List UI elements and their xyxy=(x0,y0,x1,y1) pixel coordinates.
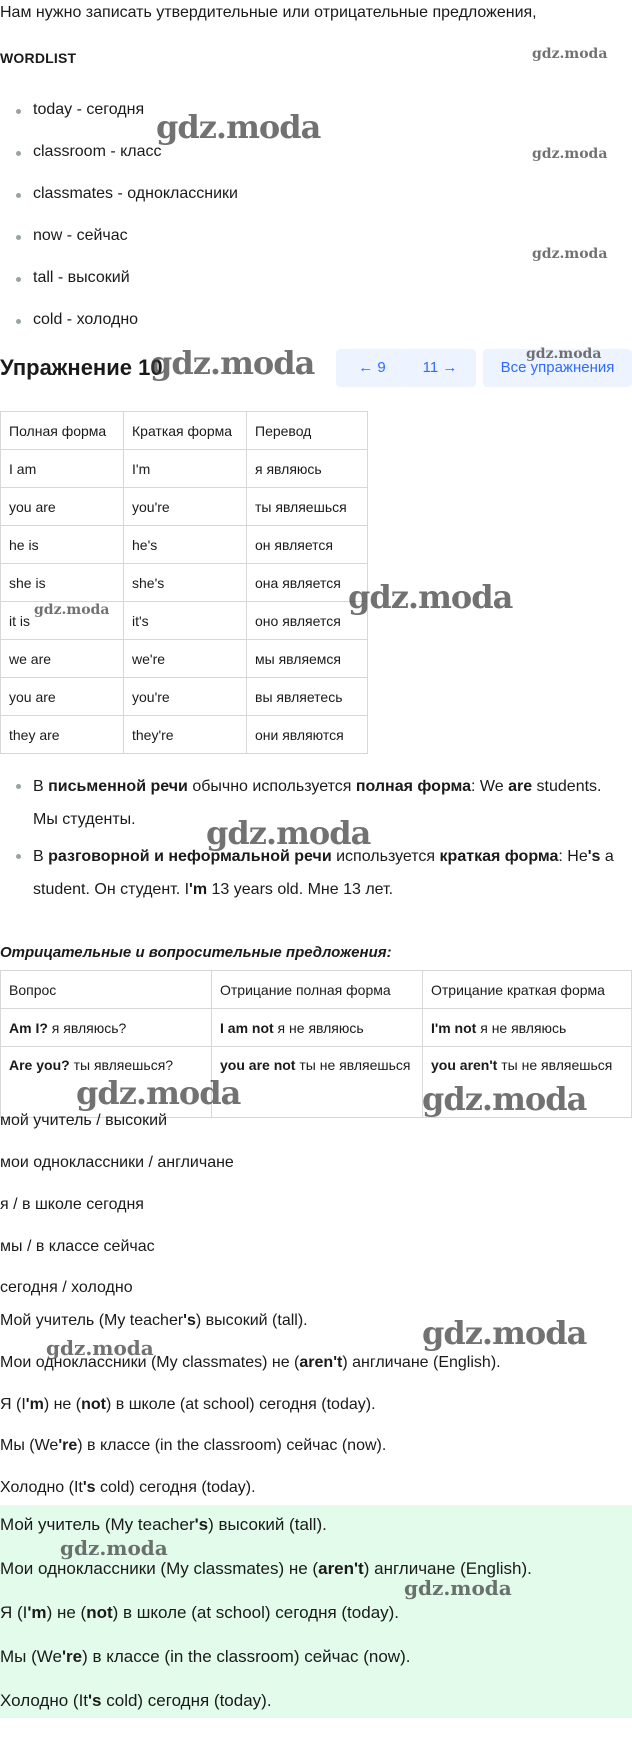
list-item: classmates - одноклассники xyxy=(0,182,238,224)
watermark: gdz.moda xyxy=(532,146,608,162)
watermark: gdz.moda xyxy=(404,1576,512,1600)
table-cell: Am I? я являюсь? xyxy=(1,1009,212,1047)
wordlist-title: WORDLIST xyxy=(0,50,77,66)
table-row xyxy=(1,526,368,564)
answer-line: Мой учитель (My teacher's) высокий (tall). xyxy=(0,1515,327,1534)
intro-text: Нам нужно записать утвердительные или отрицательные предложения, xyxy=(0,4,537,21)
watermark: gdz.moda xyxy=(60,1536,168,1560)
watermark: gdz.moda xyxy=(348,578,513,616)
table-cell: you are xyxy=(1,488,124,526)
table-header: Отрицание полная форма xyxy=(212,971,423,1009)
watermark: gdz.moda xyxy=(206,814,371,852)
prompt-line: мои одноклассники / англичане xyxy=(0,1154,234,1171)
table-cell: I am not я не являюсь xyxy=(212,1009,423,1047)
table-cell: you are not ты не являешься xyxy=(212,1047,423,1118)
prev-exercise-button[interactable]: ← 9 xyxy=(336,349,408,387)
table-cell: они являются xyxy=(247,716,368,754)
table-header: Полная форма xyxy=(1,412,124,450)
answer-line: Я (I'm) не (not) в школе (at school) сегодня (today). xyxy=(0,1396,376,1413)
table-header: Вопрос xyxy=(1,971,212,1009)
list-item: classroom - класс xyxy=(0,140,238,182)
table-cell: you're xyxy=(124,488,247,526)
table-cell: Are you? ты являешься? xyxy=(1,1047,212,1118)
table-header: Отрицание краткая форма xyxy=(423,971,632,1009)
list-item: tall - высокий xyxy=(0,266,238,308)
table-header: Перевод xyxy=(247,412,368,450)
list-item: cold - холодно xyxy=(0,308,238,350)
list-item: today - сегодня xyxy=(0,98,238,140)
answer-line: Мой учитель (My teacher's) высокий (tall). xyxy=(0,1312,308,1329)
list-item: now - сейчас xyxy=(0,224,238,266)
table-row xyxy=(1,716,368,754)
table-cell: they're xyxy=(124,716,247,754)
prompt-line: мой учитель / высокий xyxy=(0,1112,168,1129)
answer-line: Холодно (It's cold) сегодня (today). xyxy=(0,1479,256,1496)
negative-questions-title: Отрицательные и вопросительные предложения: xyxy=(0,944,392,961)
watermark: gdz.moda xyxy=(76,1074,241,1112)
table-header: Краткая форма xyxy=(124,412,247,450)
table-header-row xyxy=(1,412,368,450)
forms-table xyxy=(0,411,368,754)
watermark: gdz.moda xyxy=(156,108,321,146)
table-cell: он является xyxy=(247,526,368,564)
answer-line: Мои одноклассники (My classmates) не (aren't) англичане (English). xyxy=(0,1354,501,1371)
prompt-line: я / в школе сегодня xyxy=(0,1196,144,1213)
prompt-line: сегодня / холодно xyxy=(0,1279,133,1296)
table-cell: I am xyxy=(1,450,124,488)
answer-line: Холодно (It's cold) сегодня (today). xyxy=(0,1691,272,1710)
table-cell: it's xyxy=(124,602,247,640)
table-cell: вы являетесь xyxy=(247,678,368,716)
table-cell: I'm xyxy=(124,450,247,488)
table-row xyxy=(1,1009,632,1047)
table-cell: you aren't ты не являешься xyxy=(423,1047,632,1118)
table-cell: мы являемся xyxy=(247,640,368,678)
table-cell: она является xyxy=(247,564,368,602)
watermark: gdz.moda xyxy=(532,46,608,62)
table-cell: ты являешься xyxy=(247,488,368,526)
table-cell: оно является xyxy=(247,602,368,640)
table-cell: you're xyxy=(124,678,247,716)
note-spoken-speech: В разговорной и неформальной речи используется краткая форма: He's a student. Он студент. I'm 13 years old. Мне 13 лет. xyxy=(0,840,620,906)
table-cell: she is xyxy=(1,564,124,602)
watermark: gdz.moda xyxy=(150,344,315,382)
answer-line: Мои одноклассники (My classmates) не (aren't) англичане (English). xyxy=(0,1559,532,1578)
all-exercises-button[interactable]: Все упражнения xyxy=(483,349,632,387)
watermark: gdz.moda xyxy=(532,246,608,262)
table-row xyxy=(1,488,368,526)
exercise-title: Упражнение 10 xyxy=(0,355,163,380)
table-cell: we're xyxy=(124,640,247,678)
table-cell: I'm not я не являюсь xyxy=(423,1009,632,1047)
watermark: gdz.moda xyxy=(422,1314,587,1352)
table-cell: it is xyxy=(1,602,124,640)
table-cell: we are xyxy=(1,640,124,678)
note-written-speech: В письменной речи обычно используется полная форма: We are students. Мы студенты. xyxy=(0,770,620,836)
answer-line: Мы (We're) в классе (in the classroom) сейчас (now). xyxy=(0,1647,411,1666)
table-row xyxy=(1,640,368,678)
answer-line: Мы (We're) в классе (in the classroom) сейчас (now). xyxy=(0,1437,387,1454)
table-row xyxy=(1,678,368,716)
table-cell: you are xyxy=(1,678,124,716)
answer-line: Я (I'm) не (not) в школе (at school) сегодня (today). xyxy=(0,1603,400,1622)
table-row xyxy=(1,564,368,602)
table-cell: я являюсь xyxy=(247,450,368,488)
table-row xyxy=(1,450,368,488)
table-cell: he is xyxy=(1,526,124,564)
prompt-line: мы / в классе сейчас xyxy=(0,1238,155,1255)
watermark: gdz.moda xyxy=(34,602,110,618)
next-exercise-button[interactable]: 11 → xyxy=(404,349,476,387)
table-header-row xyxy=(1,971,632,1009)
watermark: gdz.moda xyxy=(422,1080,587,1118)
table-cell: she's xyxy=(124,564,247,602)
table-cell: they are xyxy=(1,716,124,754)
table-cell: he's xyxy=(124,526,247,564)
watermark: gdz.moda xyxy=(46,1336,154,1360)
watermark: gdz.moda xyxy=(526,346,602,362)
